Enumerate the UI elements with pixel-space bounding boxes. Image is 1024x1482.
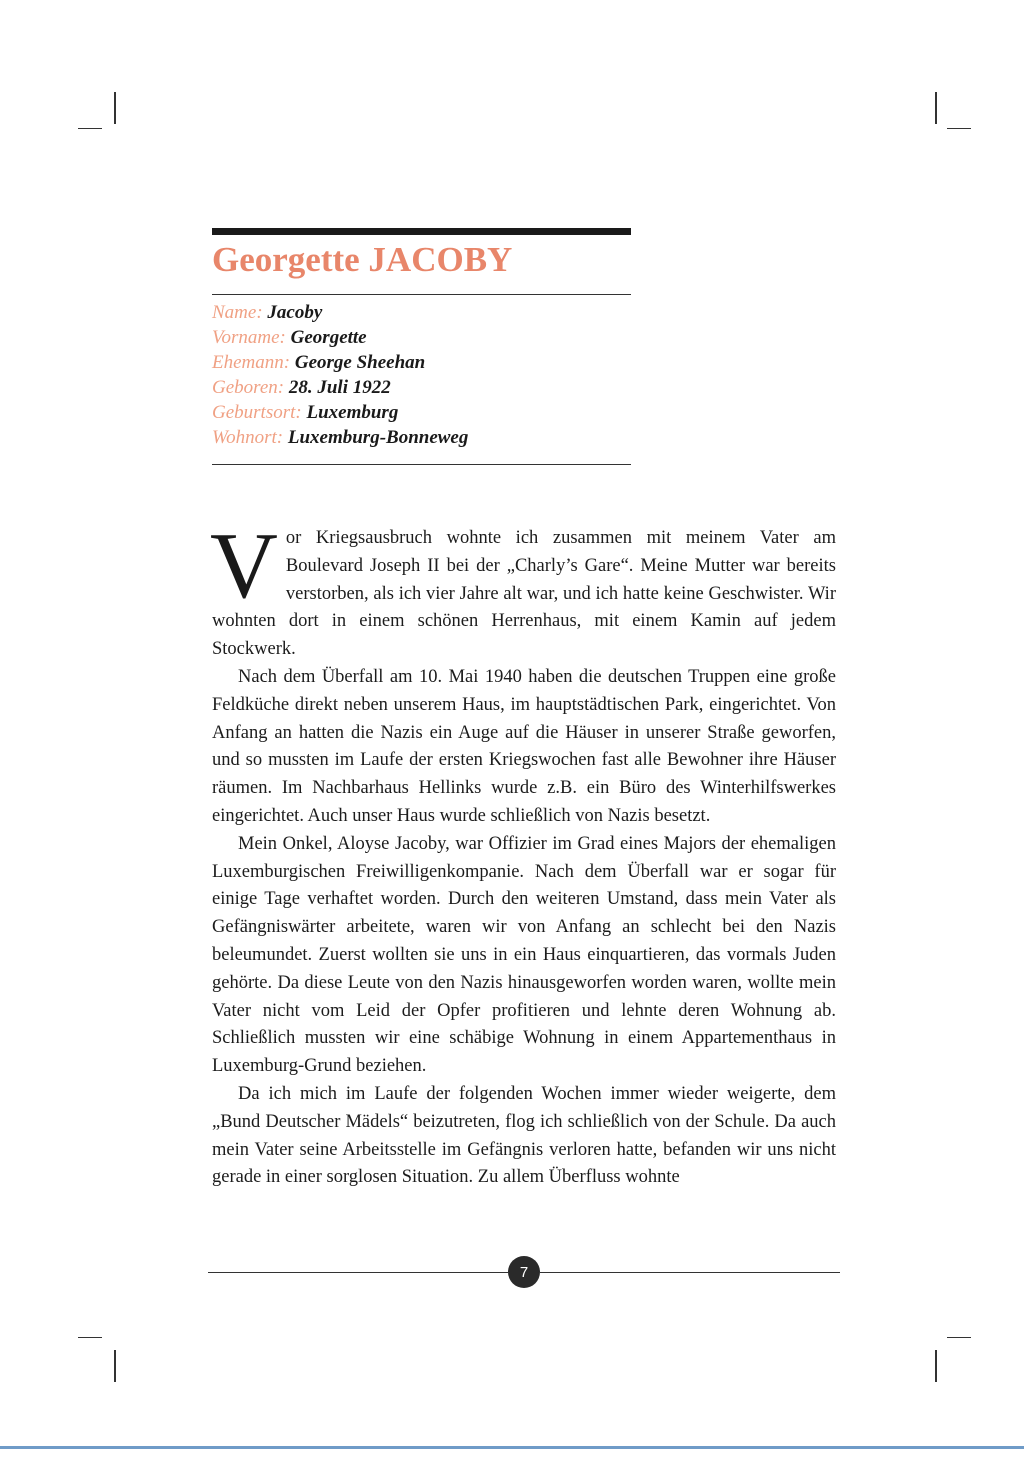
paragraph: Mein Onkel, Aloyse Jacoby, war Offizier im Grad eines Majors der ehemaligen Luxemburgischen Freiwilligenkompanie. Nach dem Überfall war er sogar für einige Tage verhaftet worden. Durch den weiteren Umstand, dass mein Vater als Gefängniswärter arbeitete, waren wir von Anfang an schlecht bei den Nazis beleumundet. Zuerst wollten sie uns in ein Haus einquartieren, das vormals Juden gehörte. Da diese Leute von den Nazis hinausgeworfen worden waren, wollte mein Vater nicht vom Leid der Opfer profitieren und lehnte deren Wohnung ab. Schließlich mussten wir eine schäbige Wohnung in einem Appartementhaus in Luxemburg-Grund beziehen. xyxy=(212,833,836,1077)
page-number: 7 xyxy=(508,1256,540,1288)
footer-rule-right xyxy=(540,1272,840,1273)
info-value: Luxemburg xyxy=(306,402,399,423)
drop-cap: V xyxy=(210,514,278,618)
info-value: George Sheehan xyxy=(294,352,426,373)
crop-mark xyxy=(947,128,971,129)
divider xyxy=(212,464,631,465)
info-value: Luxemburg-Bonneweg xyxy=(287,427,469,448)
info-row-geburtsort xyxy=(212,400,468,425)
info-label: Geburtsort: xyxy=(212,402,302,423)
info-label: Wohnort: xyxy=(212,427,284,448)
info-value: Jacoby xyxy=(267,302,323,323)
info-label: Geboren: xyxy=(212,377,285,398)
footer-rule-left xyxy=(208,1272,508,1273)
info-row-name xyxy=(212,300,468,325)
info-row-vorname xyxy=(212,325,468,350)
crop-mark xyxy=(935,1350,937,1382)
info-label: Name: xyxy=(212,302,263,323)
crop-mark xyxy=(935,92,937,124)
crop-mark xyxy=(114,92,116,124)
info-value: Georgette xyxy=(290,327,367,348)
crop-mark xyxy=(78,1337,102,1338)
crop-mark xyxy=(78,128,102,129)
page-edge xyxy=(0,1446,1024,1449)
info-row-ehemann xyxy=(212,350,468,375)
crop-mark xyxy=(114,1350,116,1382)
article-body xyxy=(210,514,836,1192)
header-bar xyxy=(212,228,631,235)
info-row-wohnort xyxy=(212,425,468,450)
divider xyxy=(212,294,631,295)
paragraph-text: or Kriegsausbruch wohnte ich zusammen mit meinem Vater am Boulevard Joseph II bei der „Charly’s Gare“. Meine Mutter war bereits verstorben, als ich vier Jahre alt war, und ich hatte keine Geschwister. Wir wohnten dort in einem schönen Herrenhaus, mit einem Kamin auf jedem Stockwerk. xyxy=(212,528,836,660)
info-value: 28. Juli 1922 xyxy=(288,377,391,398)
info-block xyxy=(212,300,468,450)
paragraph: Nach dem Überfall am 10. Mai 1940 haben die deutschen Truppen eine große Feldküche direkt neben unserem Haus, im hauptstädtischen Park, eingerichtet. Von Anfang an hatten die Nazis ein Auge auf die Häuser in unserer Straße geworfen, und so mussten im Laufe der ersten Kriegswochen fast alle Bewohner ihre Häuser räumen. Im Nachbarhaus Hellinks wurde z.B. ein Büro des Winterhilfswerkes eingerichtet. Auch unser Haus wurde schließlich von Nazis besetzt. xyxy=(212,666,836,826)
info-label: Ehemann: xyxy=(212,352,291,373)
paragraph: Da ich mich im Laufe der folgenden Wochen immer wieder weigerte, dem „Bund Deutscher Mädels“ beizutreten, flog ich schließlich von der Schule. Da auch mein Vater seine Arbeitsstelle im Gefängnis verloren hatte, befanden wir uns nicht gerade in einer sorglosen Situation. Zu allem Überfluss wohnte xyxy=(212,1083,836,1188)
page-title: Georgette JACOBY xyxy=(212,240,513,279)
paragraph xyxy=(210,514,836,664)
info-label: Vorname: xyxy=(212,327,286,348)
crop-mark xyxy=(947,1337,971,1338)
info-row-geboren xyxy=(212,375,468,400)
